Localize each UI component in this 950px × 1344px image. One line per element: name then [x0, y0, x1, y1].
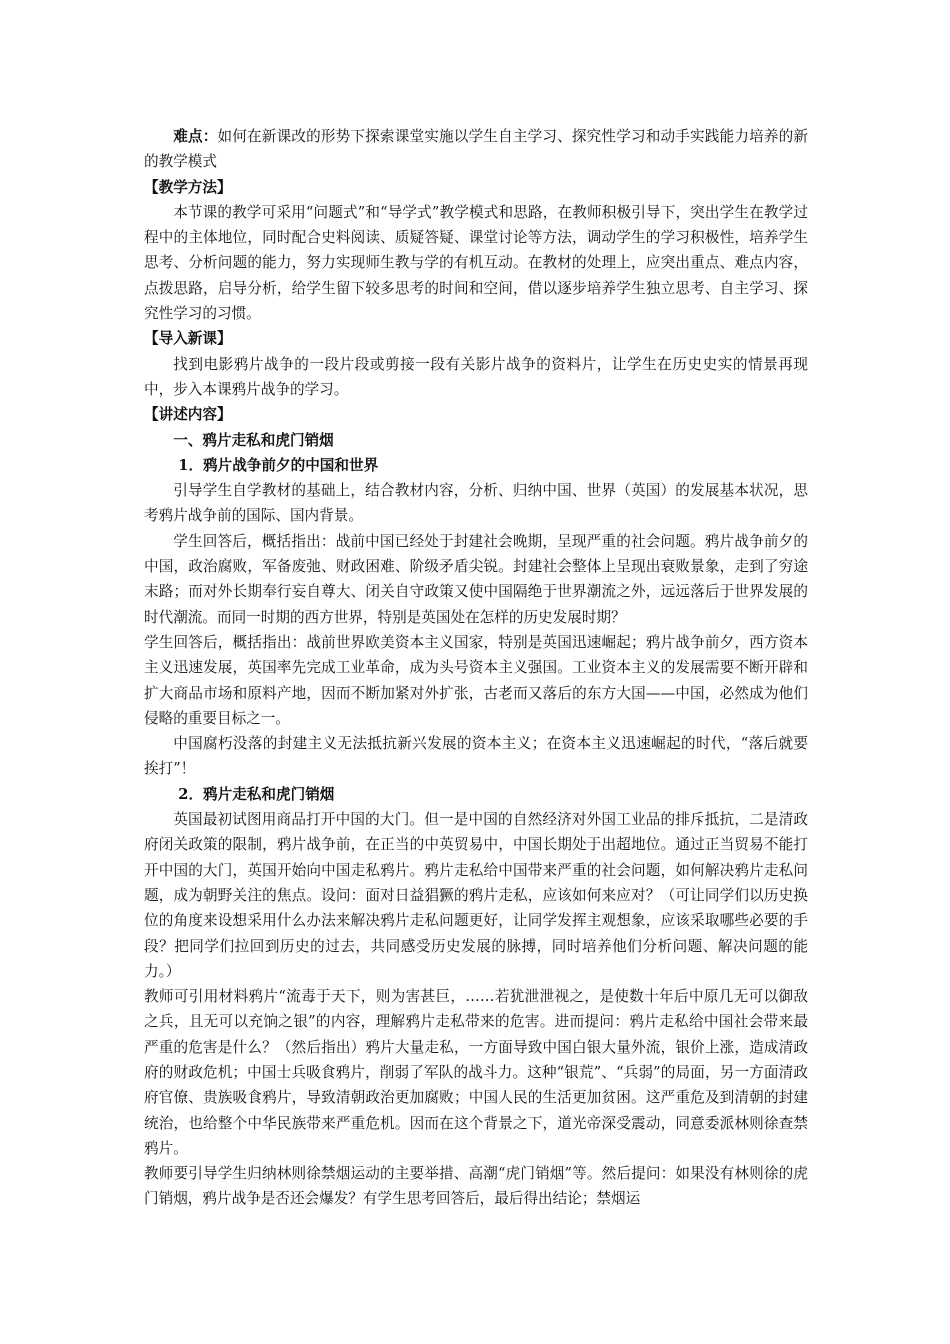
content-paragraph-5: 英国最初试图用商品打开中国的大门。但一是中国的自然经济对外国工业品的排斥抵抗，二是清政府闭关政策的限制，鸦片战争前，在正当的中英贸易中，中国长期处于出超地位。通过正当贸易不能打开中国的大门，英国开始向中国走私鸦片。鸦片走私给中国带来严重的社会问题，如何解决鸦片走私问题，成为朝野关注的焦点。设问：面对日益猖獗的鸦片走私，应该如何来应对？（可让同学们以历史换位的角度来设想采用什么办法来解决鸦片走私问题更好，让同学发挥主观想象，应该采取哪些必要的手段？把同学们拉回到历史的过去，共同感受历史发展的脉搏，同时培养他们分析问题、解决问题的能力。）	[144, 811, 808, 980]
content-paragraph-7: 教师要引导学生归纳林则徐禁烟运动的主要举措、高潮“虎门销烟”等。然后提问：如果没有林则徐的虎门销烟，鸦片战争是否还会爆发？有学生思考回答后，最后得出结论；禁烟运	[144, 1165, 808, 1208]
content-paragraph-4: 中国腐朽没落的封建主义无法抵抗新兴发展的资本主义；在资本主义迅速崛起的时代，“落后就要挨打”！	[144, 735, 808, 778]
intro-paragraph: 找到电影鸦片战争的一段片段或剪接一段有关影片战争的资料片，让学生在历史史实的情景再现中，步入本课鸦片战争的学习。	[144, 355, 808, 398]
teaching-method-paragraph: 本节课的教学可采用“问题式”和“导学式”教学模式和思路，在教师积极引导下，突出学生在教学过程中的主体地位，同时配合史料阅读、质疑答疑、课堂讨论等方法，调动学生的学习积极性，培养学生思考、分析问题的能力，努力实现师生教与学的有机互动。在教材的处理上，应突出重点、难点内容，点拨思路，启导分析，给学生留下较多思考的时间和空间，借以逐步培养学生独立思考、自主学习、探究性学习的习惯。	[144, 203, 808, 323]
difficulty-text: 如何在新课改的形势下探索课堂实施以学生自主学习、探究性学习和动手实践能力培养的新的教学模式	[144, 128, 808, 171]
intro-heading: 【导入新课】	[144, 330, 232, 348]
content-paragraph-6: 教师可引用材料鸦片“流毒于天下，则为害甚巨，……若犹泄泄视之，是使数十年后中原几无可以御敌之兵，且无可以充饷之银”的内容，理解鸦片走私带来的危害。进而提问：鸦片走私给中国社会带来最严重的危害是什么？（然后指出）鸦片大量走私，一方面导致中国白银大量外流，银价上涨，造成清政府的财政危机；中国士兵吸食鸦片，削弱了军队的战斗力。这种“银荒”、“兵弱”的局面，另一方面清政府官僚、贵族吸食鸦片，导致清朝政治更加腐败；中国人民的生活更加贫困。这严重危及到清朝的封建统治，也给整个中华民族带来严重危机。因而在这个背景之下，道光帝深受震动，同意委派林则徐查禁鸦片。	[144, 988, 808, 1157]
document-page	[144, 124, 808, 1212]
section-heading-1: 一、鸦片走私和虎门销烟	[173, 431, 334, 449]
subsection-heading-2: 2．鸦片走私和虎门销烟	[178, 785, 335, 803]
teaching-method-heading: 【教学方法】	[144, 178, 232, 196]
content-paragraph-3: 学生回答后，概括指出：战前世界欧美资本主义国家，特别是英国迅速崛起；鸦片战争前夕，西方资本主义迅速发展，英国率先完成工业革命，成为头号资本主义强国。工业资本主义的发展需要不断开辟和扩大商品市场和原料产地，因而不断加紧对外扩张，古老而又落后的东方大国——中国，必然成为他们侵略的重要目标之一。	[144, 633, 808, 727]
difficulty-paragraph	[144, 124, 808, 175]
difficulty-label: 难点：	[173, 128, 218, 145]
content-paragraph-1: 引导学生自学教材的基础上，结合教材内容，分析、归纳中国、世界（英国）的发展基本状况，思考鸦片战争前的国际、国内背景。	[144, 482, 808, 525]
content-heading: 【讲述内容】	[144, 406, 232, 424]
content-paragraph-2: 学生回答后，概括指出：战前中国已经处于封建社会晚期，呈现严重的社会问题。鸦片战争前夕的中国，政治腐败，军备废弛、财政困难、阶级矛盾尖锐。封建社会整体上呈现出衰败景象，走到了穷途末路；而对外长期奉行妄自尊大、闭关自守政策又使中国隔绝于世界潮流之外，远远落后于世界发展的时代潮流。而同一时期的西方世界，特别是英国处在怎样的历史发展时期？	[144, 532, 808, 626]
subsection-heading-1: 1．鸦片战争前夕的中国和世界	[178, 456, 379, 474]
